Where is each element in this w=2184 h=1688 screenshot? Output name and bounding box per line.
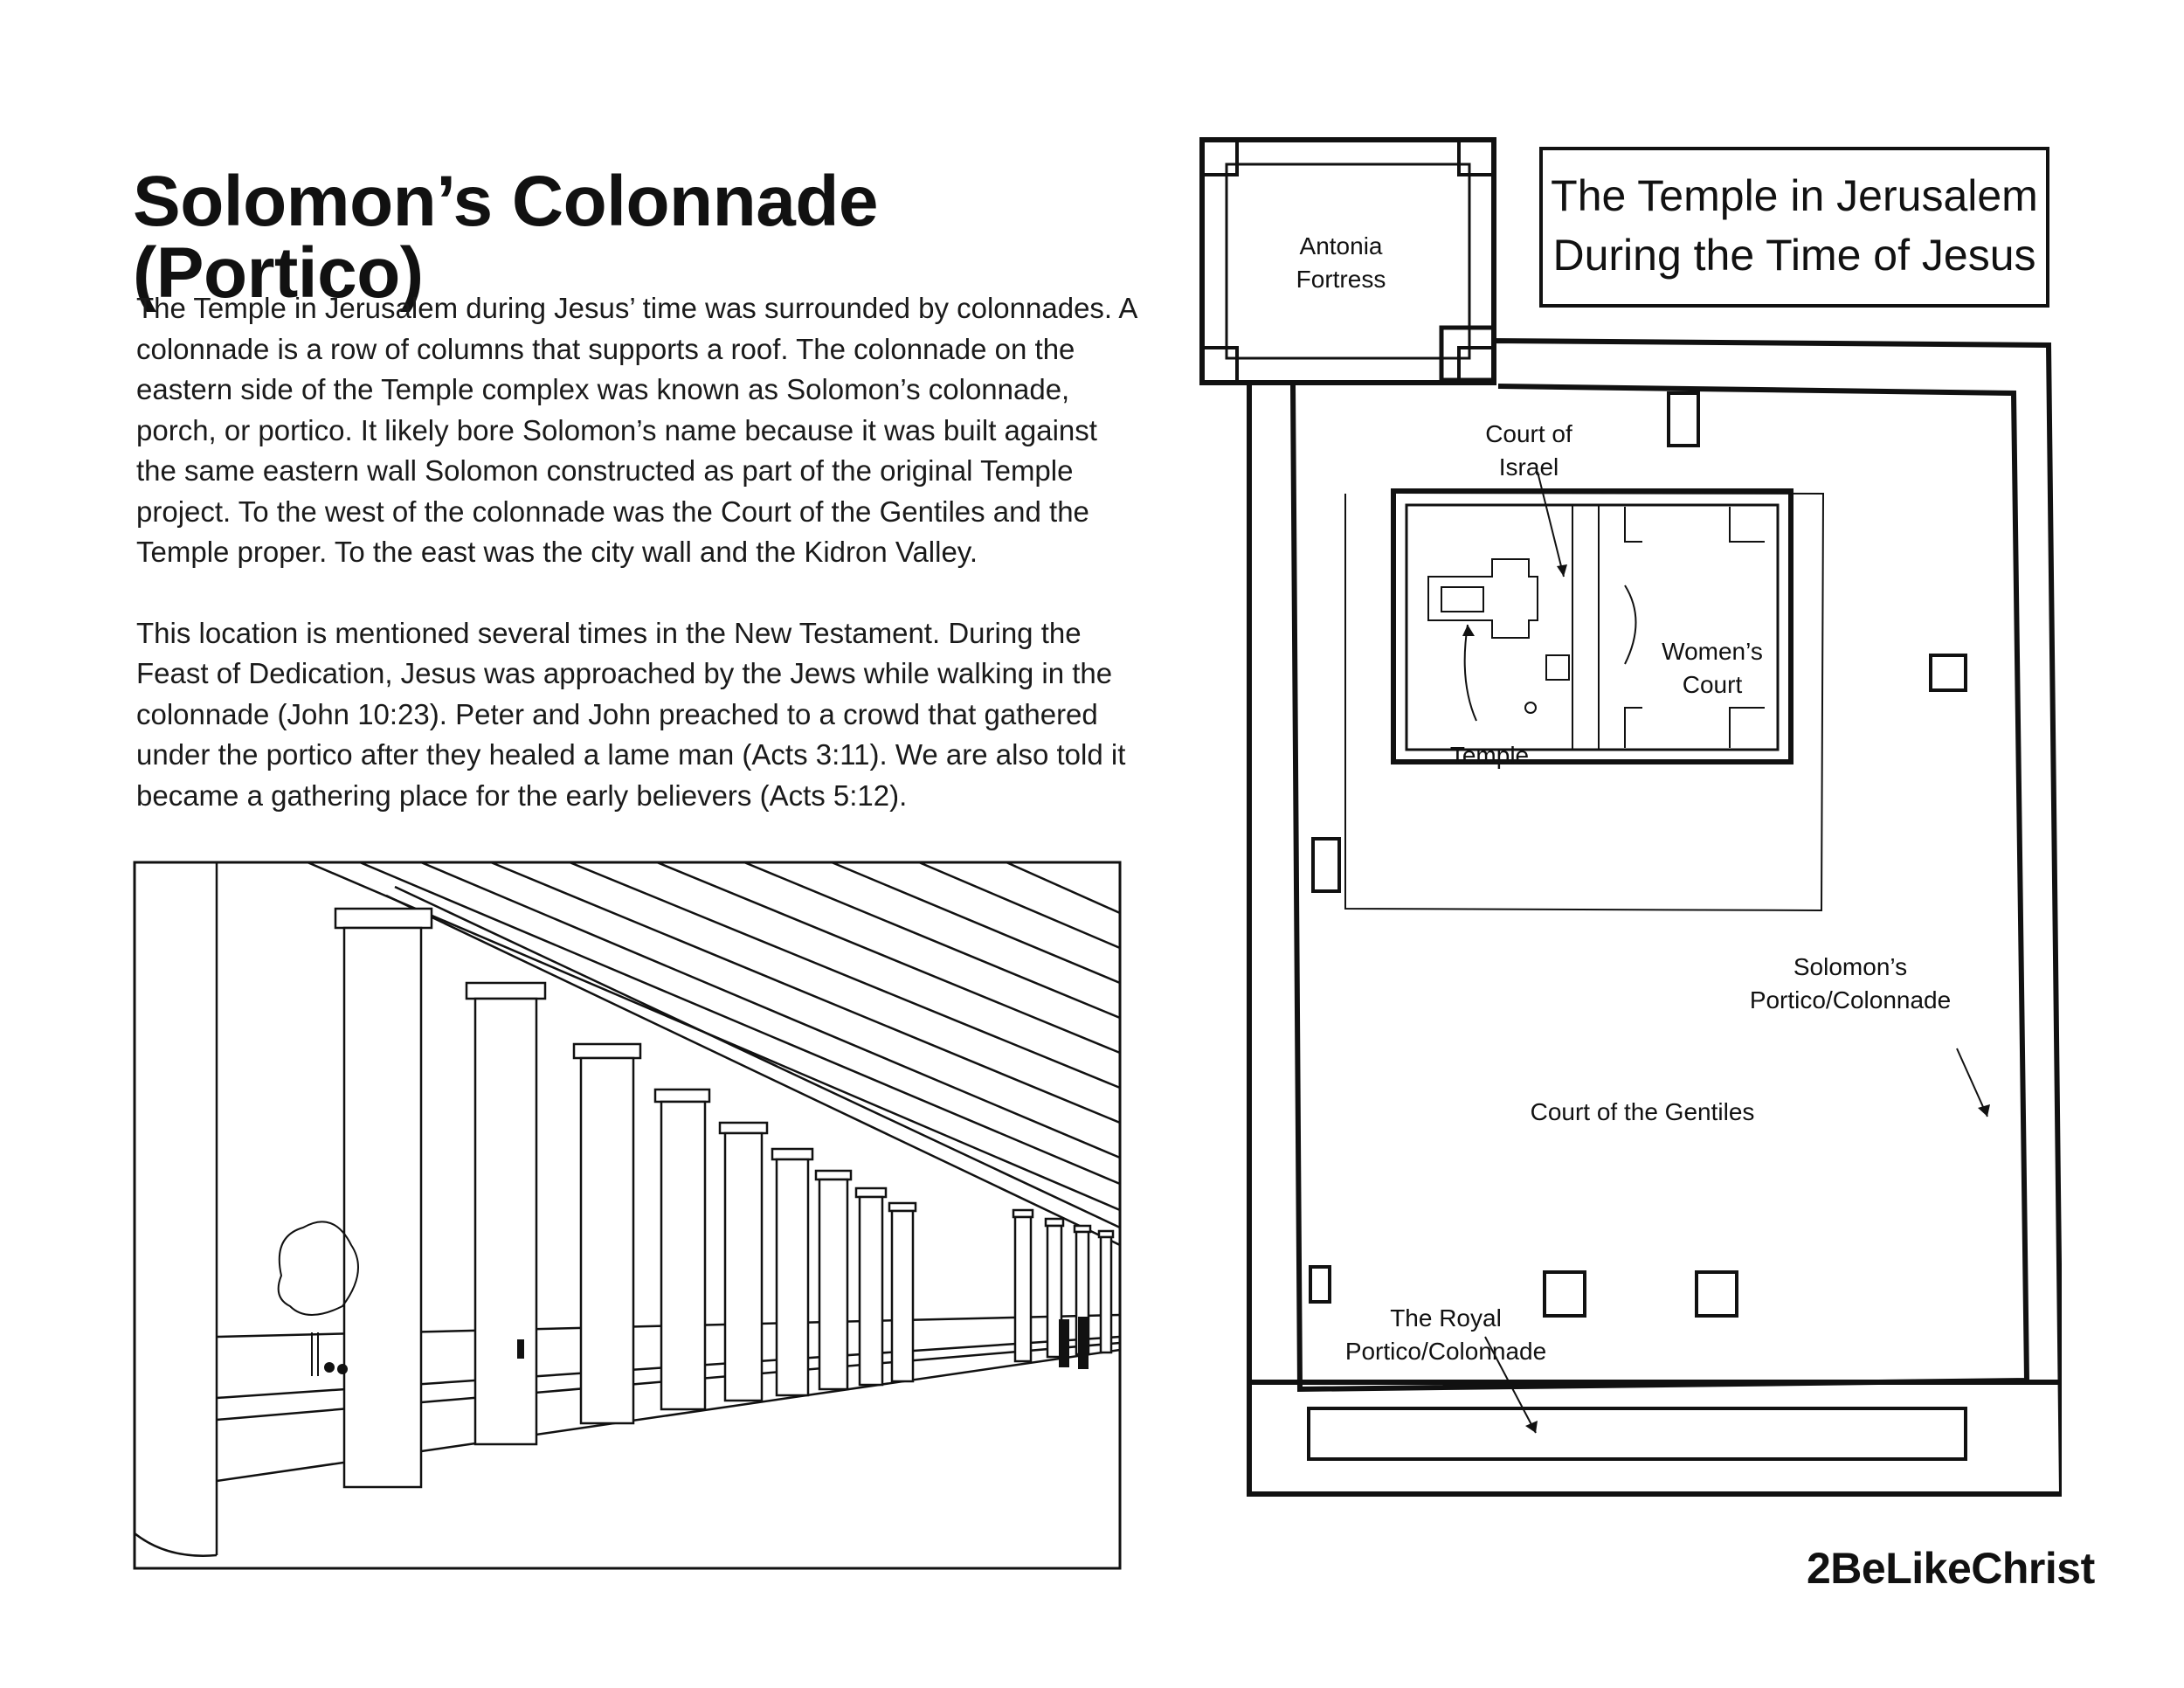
label-court-of-gentiles: Court of the Gentiles [1530, 1098, 1755, 1125]
colonnade-illustration [133, 861, 1122, 1570]
label-royal-line1: The Royal [1390, 1304, 1502, 1332]
label-court-israel-line1: Court of [1485, 420, 1572, 447]
article-body [136, 288, 1141, 816]
paragraph-2: This location is mentioned several times in the New Testament. During the Feast of Dedication, Jesus was approached by the Jews while walking in the colonnade (John 10:23). Peter and John preached to a crowd that gathered under the portico after they healed a lame man (Acts 3:11). We are also told it became a gathering place for the early believers (Acts 5:12). [136, 616, 1126, 812]
label-court-of-israel [1459, 418, 1599, 484]
label-solomons-line2: Portico/Colonnade [1749, 986, 1952, 1013]
map-title-line2: During the Time of Jesus [1552, 231, 2036, 280]
label-royal-portico [1332, 1302, 1559, 1368]
map-title-line1: The Temple in Jerusalem [1551, 171, 2038, 220]
label-womens-court-line1: Women’s [1662, 638, 1763, 665]
page-title: Solomon’s Colonnade (Portico) [133, 162, 879, 313]
temple-plan [1188, 131, 2062, 1529]
label-womens-court-line2: Court [1682, 671, 1743, 698]
label-temple: Temple [1449, 742, 1530, 769]
map-title [1539, 147, 2049, 308]
paragraph-1: The Temple in Jerusalem during Jesus’ time was surrounded by colonnades. A colonnade is a row of columns that supports a roof. The colonnade on the eastern side of the Temple complex was known as Solomon’s colonnade, porch, or portico. It likely bore Solomon’s name because it was built against the same eastern wall Solomon constructed as part of the original Temple project. To the west of the colonnade was the Court of the Gentiles and the Temple proper. To the east was the city wall and the Kidron Valley. [136, 292, 1137, 568]
label-court-israel-line2: Israel [1498, 453, 1559, 481]
label-antonia-line1: Antonia [1299, 232, 1383, 259]
label-antonia-line2: Fortress [1296, 266, 1386, 293]
brand-logo-text: 2BeLikeChrist [1807, 1544, 2095, 1593]
label-solomons-line1: Solomon’s [1793, 953, 1908, 980]
label-womens-court [1642, 635, 1782, 702]
label-royal-line2: Portico/Colonnade [1344, 1338, 1547, 1365]
label-solomons-portico [1737, 951, 1964, 1017]
label-antonia-fortress [1280, 230, 1402, 296]
